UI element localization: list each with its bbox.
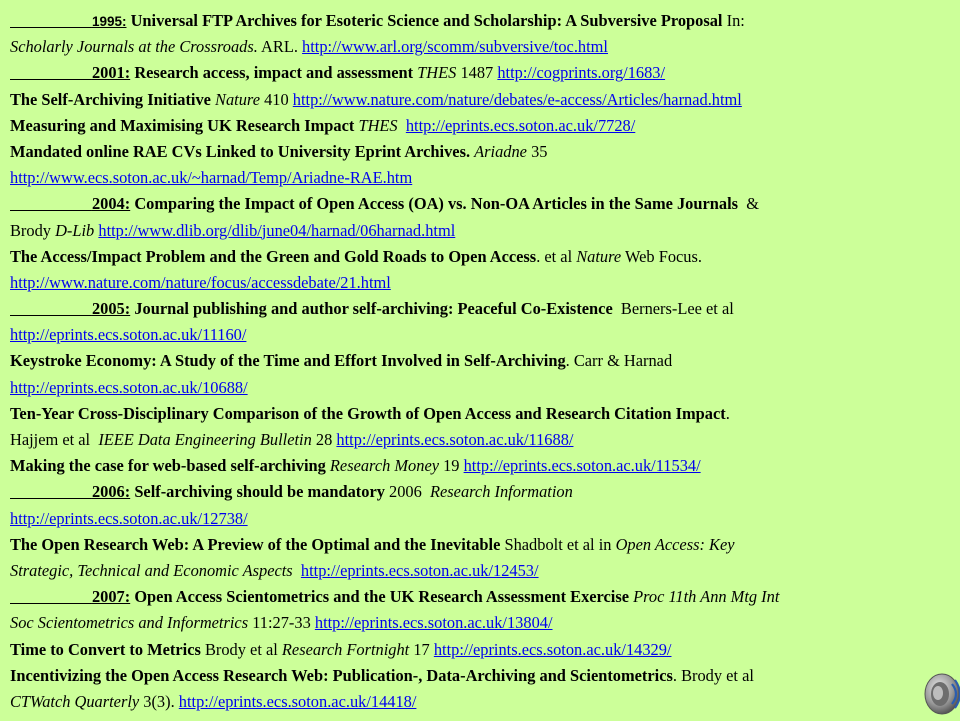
year-underline: [10, 11, 126, 30]
entry-green-gold-line-2: [10, 270, 952, 296]
entry-open-research-web-line-2: [10, 558, 952, 584]
entry-time-to-convert: [10, 637, 952, 663]
entry-rae-line-1: [10, 139, 952, 165]
entry-title: Ten-Year Cross-Disciplinary Comparison of the Growth of Open Access and Research Citation Impact: [10, 403, 726, 423]
entry-title: Keystroke Economy: A Study of the Time and Effort Involved in Self-Archiving: [10, 351, 566, 371]
entry-link[interactable]: http://cogprints.org/1683/: [497, 63, 666, 83]
year-underline: [10, 63, 130, 82]
entry-ten-year-line-2: [10, 427, 952, 453]
entry-journal: Nature: [215, 89, 260, 109]
entry-title: The Open Research Web: A Preview of the Optimal and the Inevitable: [10, 534, 501, 554]
entry-publisher: ARL.: [261, 37, 298, 57]
entry-link[interactable]: http://www.ecs.soton.ac.uk/~harnad/Temp/Ariadne-RAE.htm: [10, 168, 413, 188]
entry-measuring-impact: [10, 113, 952, 139]
entry-book-part-2: Strategic, Technical and Economic Aspects: [10, 560, 293, 580]
year-label: 2005:: [91, 299, 131, 319]
entry-volume: 19: [443, 456, 460, 476]
entry-title: Self-archiving should be mandatory: [134, 482, 385, 502]
year-label: 2006:: [91, 482, 131, 502]
entry-title: Incentivizing the Open Access Research Web: Publication-, Data-Archiving and Scientometrics: [10, 665, 673, 685]
entry-journal: Research Money: [329, 456, 439, 476]
entry-title: Measuring and Maximising UK Research Impact: [10, 115, 355, 135]
entry-link[interactable]: http://www.dlib.org/dlib/june04/harnad/06harnad.html: [98, 220, 456, 240]
entry-2005-line-1: [10, 296, 952, 322]
entry-in: In:: [726, 11, 745, 30]
entry-link[interactable]: http://eprints.ecs.soton.ac.uk/11688/: [336, 430, 574, 449]
entry-title: Time to Convert to Metrics: [10, 639, 201, 659]
entry-authors: Brody et al: [204, 639, 278, 659]
entry-proceedings-part-2: Soc Scientometrics and Informetrics: [10, 613, 249, 633]
year-underline: [10, 482, 130, 501]
entry-incentivizing-line-2: [10, 689, 952, 715]
entry-title: Journal publishing and author self-archiving: Peaceful Co-Existence: [134, 299, 613, 319]
entry-2006-line-2: [10, 506, 952, 532]
entry-link[interactable]: http://eprints.ecs.soton.ac.uk/12453/: [300, 560, 539, 580]
entry-link[interactable]: http://eprints.ecs.soton.ac.uk/12738/: [10, 508, 248, 528]
year-label: 2007:: [91, 587, 131, 607]
entry-2007-line-1: [10, 584, 952, 610]
entry-volume: 410: [264, 89, 289, 109]
entry-2004-line-2: [10, 218, 952, 244]
entry-authors: . et al: [536, 246, 573, 266]
entry-book-part-1: Open Access: Key: [615, 534, 735, 554]
entry-author: Brody: [10, 220, 51, 240]
entry-title: Mandated online RAE CVs Linked to University Eprint Archives.: [10, 141, 471, 161]
entry-title: The Access/Impact Problem and the Green and Gold Roads to Open Access: [10, 246, 537, 266]
entry-journal: Research Information: [430, 482, 573, 502]
entry-authors: Berners-Lee et al: [620, 299, 734, 319]
entry-incentivizing-line-1: [10, 663, 952, 689]
reference-list: [10, 8, 952, 715]
year-underline: [10, 194, 130, 213]
entry-link[interactable]: http://eprints.ecs.soton.ac.uk/7728/: [405, 115, 636, 135]
entry-title: The Self-Archiving Initiative: [10, 89, 211, 109]
speaker-icon-graphic: [922, 672, 960, 716]
entry-1995-line-2: [10, 34, 952, 60]
year-underline: [10, 299, 130, 318]
entry-journal: D-Lib: [55, 220, 95, 240]
year-label: 1995:: [91, 14, 127, 29]
entry-journal: CTWatch Quarterly: [10, 691, 140, 711]
year-underline: [10, 587, 130, 606]
entry-link[interactable]: http://eprints.ecs.soton.ac.uk/10688/: [10, 377, 248, 397]
entry-journal: Nature: [576, 246, 622, 266]
entry-volume: 17: [413, 639, 430, 659]
entry-keystroke-line-1: [10, 348, 952, 374]
entry-link[interactable]: http://eprints.ecs.soton.ac.uk/14418/: [178, 691, 417, 711]
entry-2007-line-2: [10, 610, 952, 636]
year-label: 2001:: [91, 63, 131, 83]
entry-keystroke-line-2: [10, 375, 952, 401]
entry-2004-line-1: [10, 191, 952, 217]
entry-volume: 3(3).: [143, 691, 175, 711]
entry-proceedings-part-1: Proc 11th Ann Mtg Int: [633, 587, 780, 607]
entry-2006-line-1: [10, 479, 952, 505]
entry-journal: THES: [358, 115, 398, 135]
entry-authors: Hajjem et al: [10, 430, 91, 449]
entry-year: 2006: [389, 482, 422, 502]
entry-making-case: [10, 453, 952, 479]
entry-link[interactable]: http://www.nature.com/nature/debates/e-access/Articles/harnad.html: [292, 89, 742, 109]
entry-volume: 28: [315, 430, 333, 449]
entry-link[interactable]: http://eprints.ecs.soton.ac.uk/11534/: [463, 456, 701, 476]
entry-volume: 1487: [460, 63, 494, 83]
entry-link[interactable]: http://eprints.ecs.soton.ac.uk/14329/: [433, 639, 672, 659]
entry-title: Universal FTP Archives for Esoteric Science and Scholarship: A Subversive Proposal: [130, 11, 723, 30]
entry-journal: Ariadne: [474, 141, 527, 161]
entry-link[interactable]: http://www.arl.org/scomm/subversive/toc.html: [302, 37, 608, 57]
entry-link[interactable]: http://eprints.ecs.soton.ac.uk/11160/: [10, 325, 247, 345]
entry-1995-line-1: [10, 8, 952, 34]
year-label: 2004:: [91, 194, 131, 214]
entry-ten-year-line-1: [10, 401, 952, 427]
entry-volume: 35: [531, 141, 548, 161]
entry-journal: Research Fortnight: [281, 639, 410, 659]
entry-authors: . Carr & Harnad: [565, 351, 673, 371]
entry-journal: THES: [417, 63, 457, 83]
entry-2005-line-2: [10, 322, 952, 348]
entry-title: Open Access Scientometrics and the UK Research Assessment Exercise: [134, 587, 629, 607]
entry-journal: IEEE Data Engineering Bulletin: [98, 430, 312, 449]
speaker-icon[interactable]: [922, 672, 960, 716]
entry-ampersand: &: [746, 194, 759, 214]
entry-2001-line-1: [10, 60, 952, 86]
entry-open-research-web-line-1: [10, 532, 952, 558]
entry-title: Research access, impact and assessment: [134, 63, 414, 83]
entry-title: Comparing the Impact of Open Access (OA) vs. Non-OA Articles in the Same Journals: [134, 194, 739, 214]
entry-dot: .: [725, 403, 730, 423]
entry-link[interactable]: http://www.nature.com/nature/focus/accessdebate/21.html: [10, 272, 391, 292]
entry-title: Making the case for web-based self-archiving: [10, 456, 326, 476]
entry-extra: Web Focus.: [624, 246, 702, 266]
entry-pages: 11:27-33: [252, 613, 311, 633]
entry-green-gold-line-1: [10, 244, 952, 270]
entry-authors: . Brody et al: [672, 665, 754, 685]
entry-self-archiving-initiative: [10, 87, 952, 113]
entry-journal: Scholarly Journals at the Crossroads.: [10, 37, 258, 57]
entry-rae-line-2: [10, 165, 952, 191]
entry-authors: Shadbolt et al in: [504, 534, 612, 554]
entry-link[interactable]: http://eprints.ecs.soton.ac.uk/13804/: [314, 613, 553, 633]
